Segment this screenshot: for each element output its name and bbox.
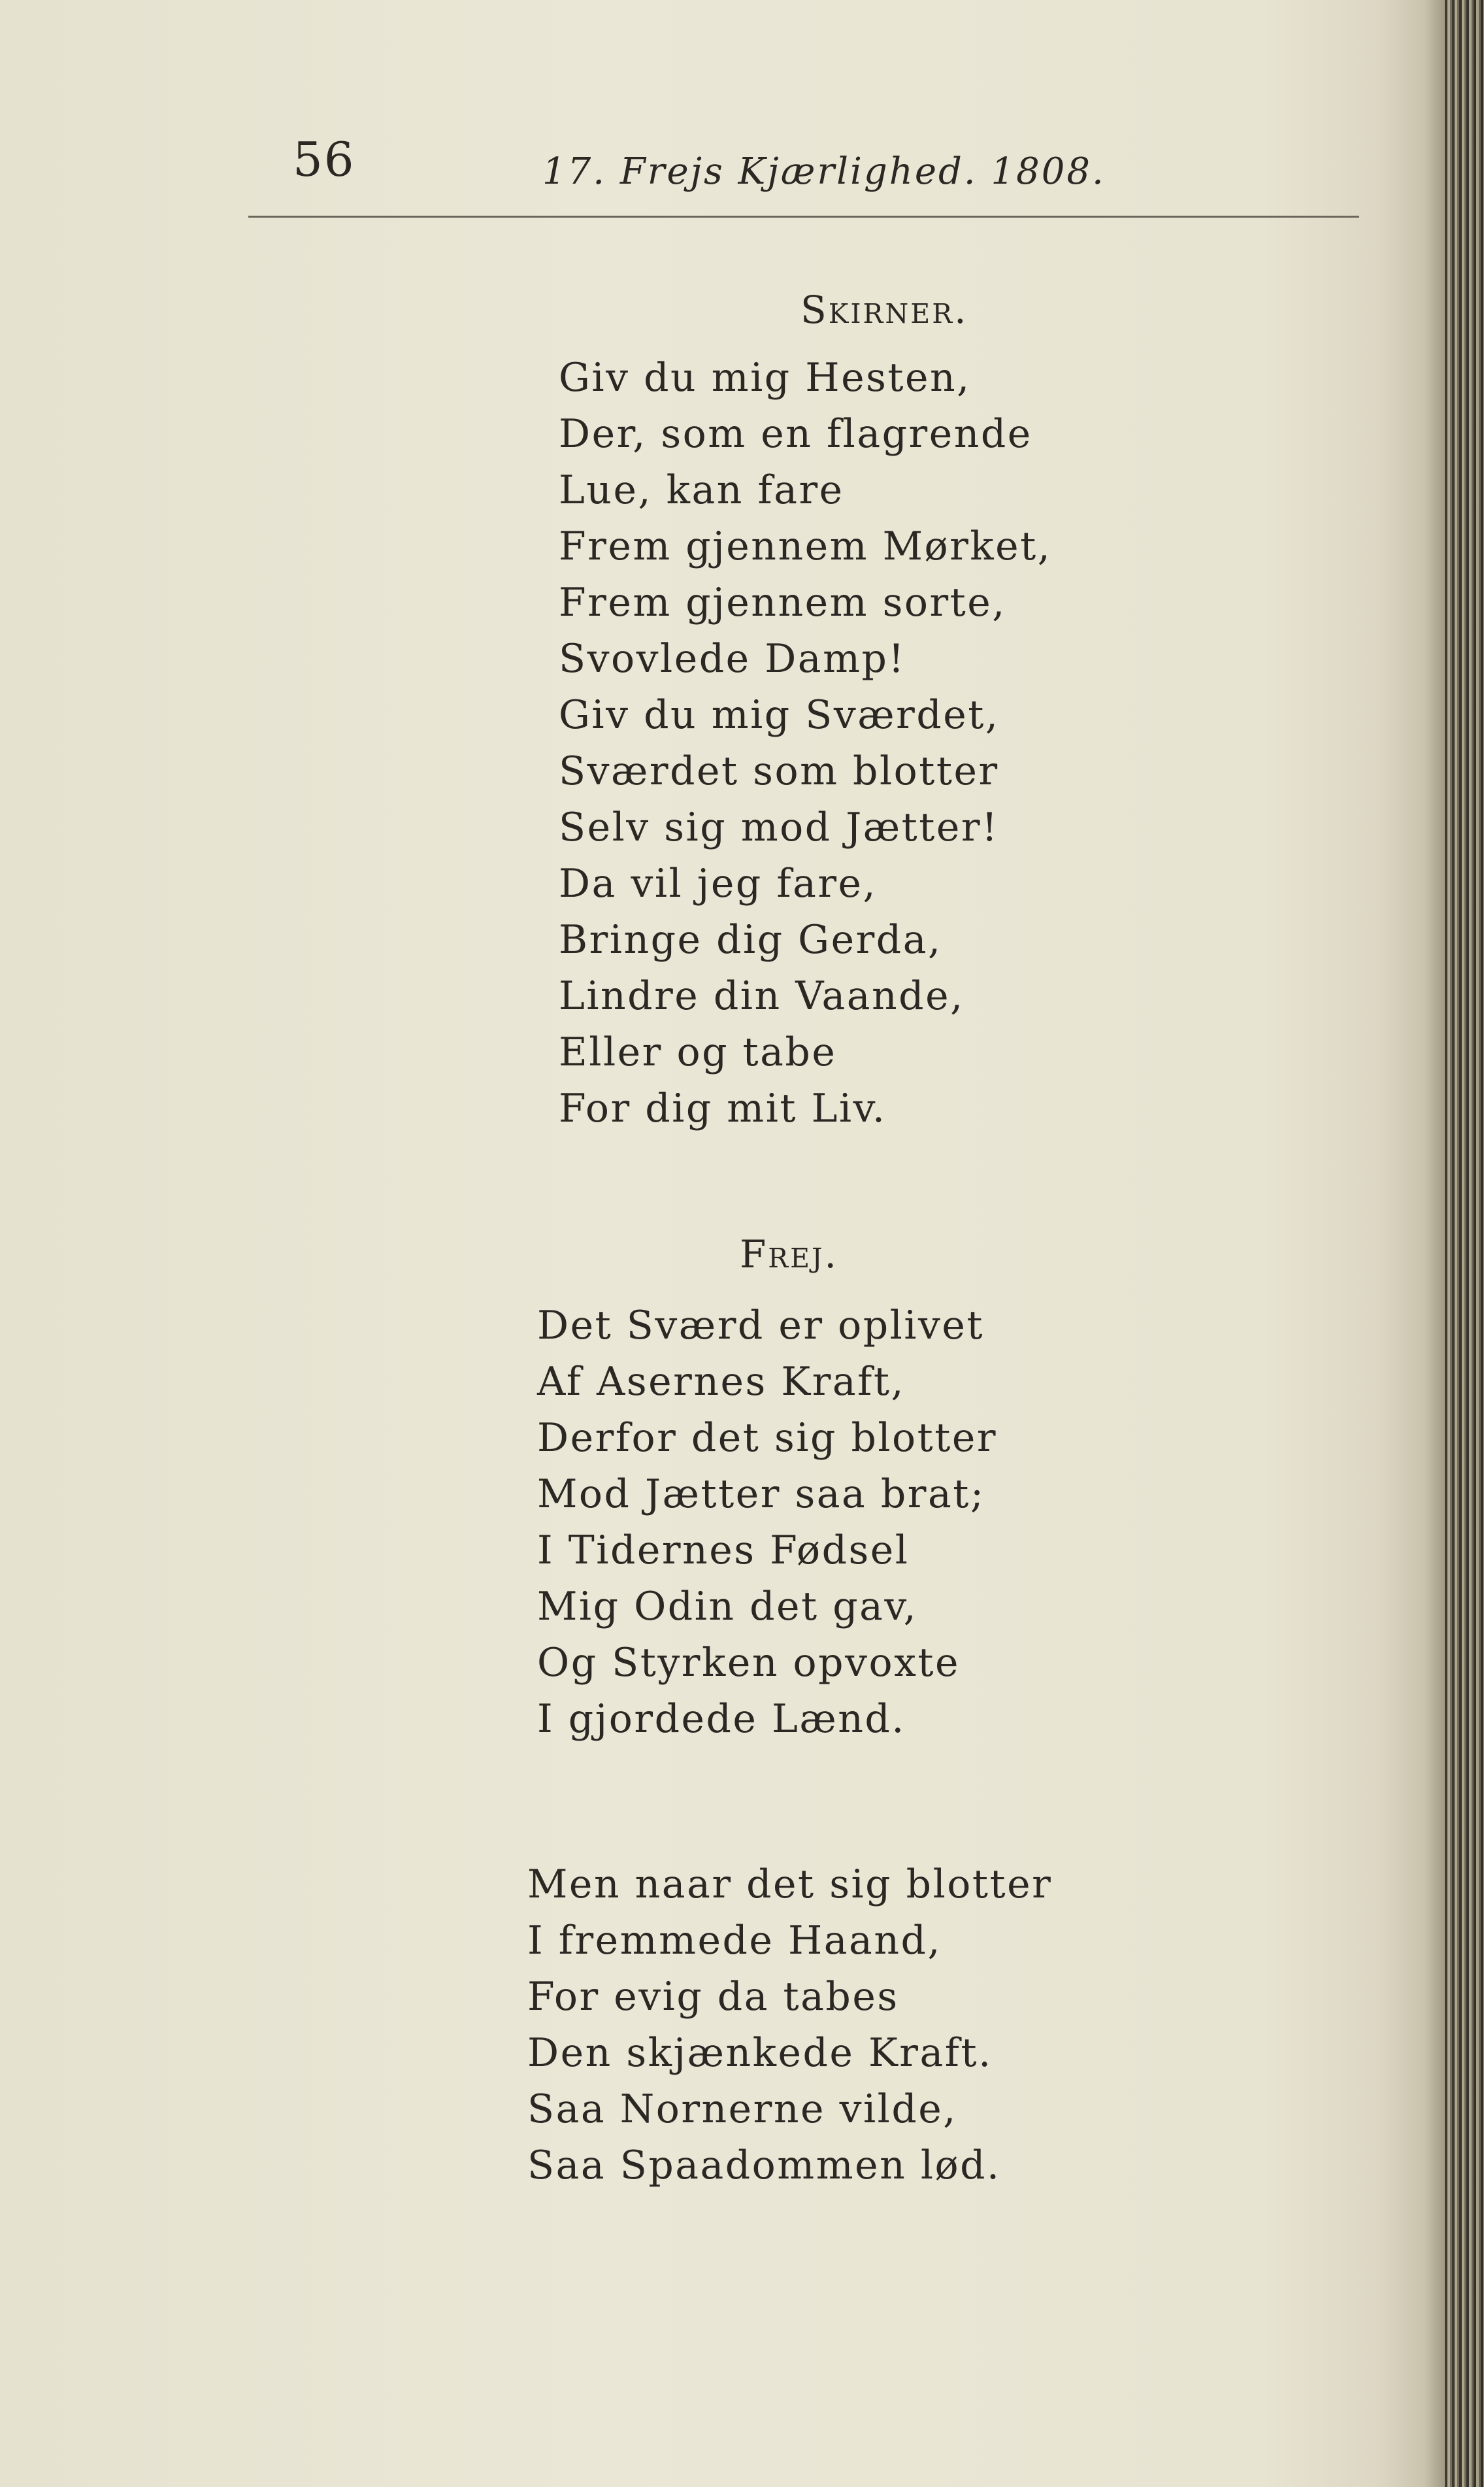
verse-line: I fremmede Haand, [527,1918,942,1963]
verse-line: Giv du mig Sværdet, [559,692,1000,738]
stanza-skirner [559,350,1051,1137]
verse-line: Mod Jætter saa brat; [537,1471,985,1517]
verse-line: I gjordede Lænd. [537,1696,906,1742]
verse-line: Derfor det sig blotter [537,1415,998,1461]
verse-line: Selv sig mod Jætter! [559,805,999,850]
verse-line: Der, som en flagrende [559,411,1032,457]
speaker-skirner: Skirner. [800,288,968,332]
verse-line: I Tidernes Fødsel [537,1527,910,1573]
stanza-frej-2 [527,1856,1052,2194]
book-gutter [1445,0,1484,2487]
running-head: 17. Frejs Kjærlighed. 1808. [542,150,1106,193]
verse-line: For evig da tabes [527,1974,899,2020]
page-number: 56 [293,132,355,187]
verse-line: Giv du mig Hesten, [559,355,971,401]
verse-line: Eller og tabe [559,1029,837,1075]
verse-line: Saa Nornerne vilde, [527,2086,957,2132]
stanza-frej-1 [537,1297,997,1747]
speaker-frej: Frej. [740,1232,838,1277]
verse-line: Frem gjennem sorte, [559,580,1006,626]
verse-line: Frem gjennem Mørket, [559,524,1052,569]
verse-line: Lue, kan fare [559,467,844,513]
verse-line: Og Styrken opvoxte [537,1640,961,1686]
verse-line: Mig Odin det gav, [537,1584,918,1629]
verse-line: Saa Spaadommen lød. [527,2143,1001,2188]
verse-line: Den skjænkede Kraft. [527,2030,993,2076]
verse-line: Bringe dig Gerda, [559,917,942,963]
verse-line: Sværdet som blotter [559,748,999,794]
verse-line: Af Asernes Kraft, [537,1359,906,1405]
verse-line: For dig mit Liv. [559,1086,887,1131]
verse-line: Det Sværd er oplivet [537,1303,985,1348]
verse-line: Lindre din Vaande, [559,973,965,1019]
verse-line: Da vil jeg fare, [559,861,878,907]
verse-line: Svovlede Damp! [559,636,906,682]
header-rule [248,216,1359,218]
verse-line: Men naar det sig blotter [527,1861,1053,1907]
